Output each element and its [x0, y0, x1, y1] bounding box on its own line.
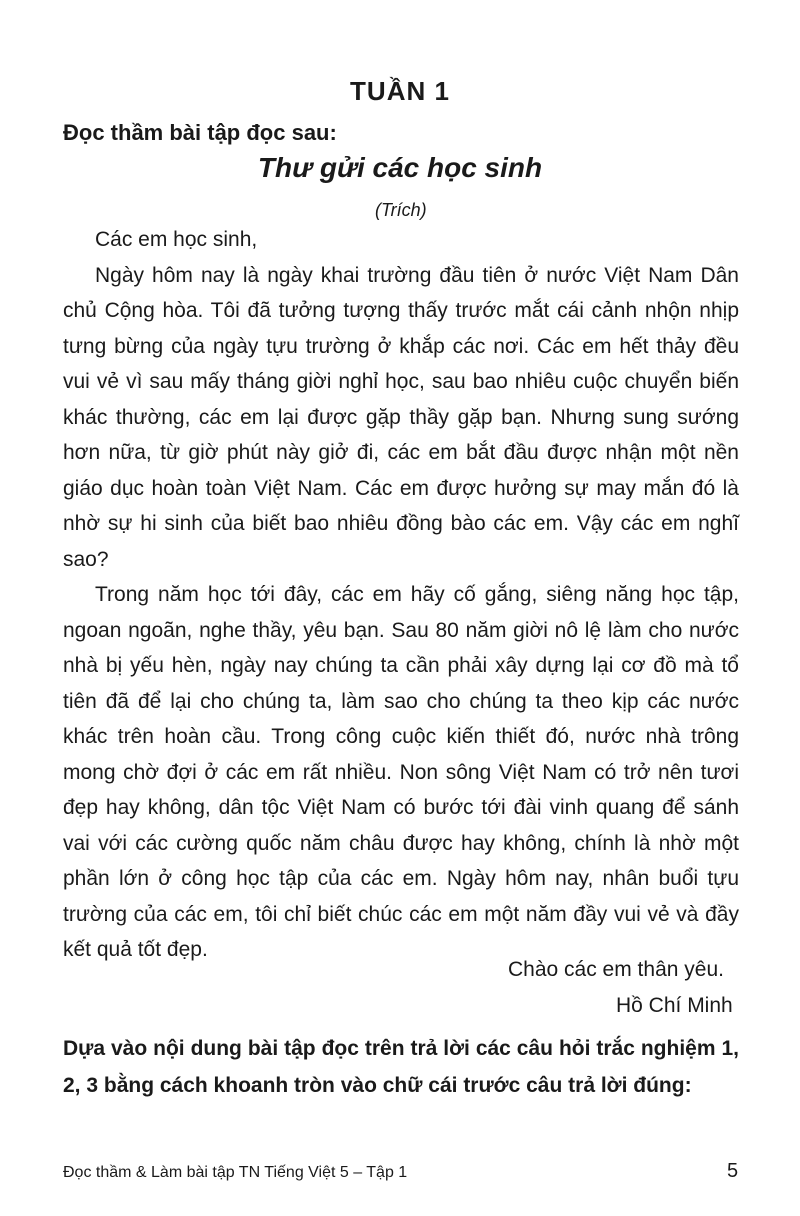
- week-heading: TUẦN 1: [350, 76, 450, 106]
- reading-body: [63, 222, 739, 968]
- closing-line: Chào các em thân yêu.: [508, 958, 724, 981]
- paragraph-1: Ngày hôm nay là ngày khai trường đầu tiên ở nước Việt Nam Dân chủ Cộng hòa. Tôi đã tưởng tượng thấy trước mắt cái cảnh nhộn nhịp tưng bừng của ngày tựu trường ở khắp các nơi. Các em hết thảy đều vui vẻ vì sau mấy tháng giời nghỉ học, sau bao nhiêu cuộc chuyển biến khác thường, các em lại được gặp thầy gặp bạn. Nhưng sung sướng hơn nữa, từ giờ phút này giở đi, các em bắt đầu được nhận một nền giáo dục hoàn toàn Việt Nam. Các em được hưởng sự may mắn đó là nhờ sự hi sinh của biết bao nhiêu đồng bào các em. Vậy các em nghĩ sao?: [63, 263, 739, 571]
- question-instructions: Dựa vào nội dung bài tập đọc trên trả lời các câu hỏi trắc nghiệm 1, 2, 3 bằng cách khoanh tròn vào chữ cái trước câu trả lời đúng:: [63, 1037, 739, 1097]
- greeting: Các em học sinh,: [95, 228, 258, 251]
- paragraph-2: Trong năm học tới đây, các em hãy cố gắng, siêng năng học tập, ngoan ngoãn, nghe thầy, yêu bạn. Sau 80 năm giời nô lệ làm cho nước nhà bị yếu hèn, ngày nay chúng ta cần phải xây dựng lại cơ đồ mà tổ tiên đã để lại cho chúng ta, làm sao cho chúng ta theo kịp các nước khác trên hoàn cầu. Trong công cuộc kiến thiết đó, nước nhà trông mong chờ đợi ở các em rất nhiều. Non sông Việt Nam có trở nên tươi đẹp hay không, dân tộc Việt Nam có bước tới đài vinh quang để sánh vai với các cường quốc năm châu được hay không, chính là nhờ một phần lớn ở công học tập của các em. Ngày hôm nay, nhân buổi tựu trường của các em, tôi chỉ biết chúc các em một năm đầy vui vẻ và đầy kết quả tốt đẹp.: [63, 583, 739, 961]
- footer-book-title: Đọc thầm & Làm bài tập TN Tiếng Việt 5 – Tập 1: [63, 1164, 408, 1181]
- reading-title: Thư gửi các học sinh: [257, 152, 543, 183]
- reading-instruction: Đọc thầm bài tập đọc sau:: [63, 120, 337, 145]
- author-signature: Hồ Chí Minh: [616, 994, 733, 1017]
- page-number: 5: [727, 1160, 739, 1182]
- source-note: (Trích): [375, 200, 427, 220]
